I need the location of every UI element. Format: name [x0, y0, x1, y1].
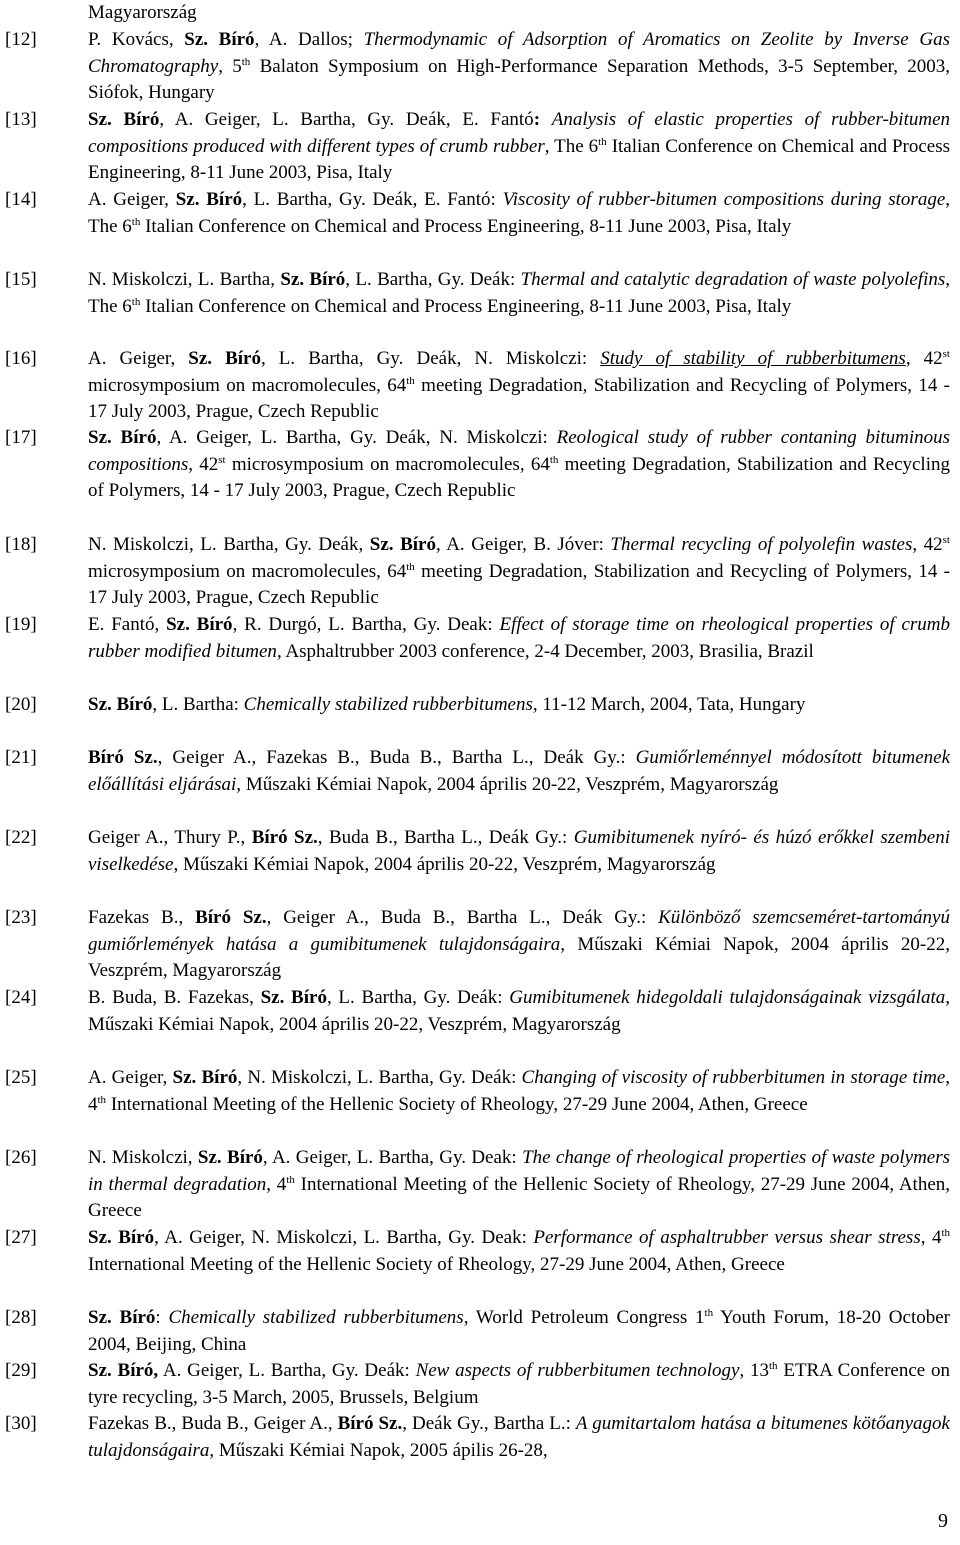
reference-text — [88, 1065, 950, 1118]
reference-text — [88, 905, 950, 985]
reference-segment: , Műszaki Kémiai Napok, 2005 ápilis 26-28, — [209, 1439, 548, 1461]
reference-segment: , Geiger A., Buda B., Bartha L., Deák Gy.: — [266, 907, 659, 928]
reference-number: [21] — [5, 747, 37, 768]
reference-number: [24] — [5, 987, 37, 1008]
reference-title: Különböző szemcseméret-tartományú gumiőrlemények hatása a gumibitumenek tulajdonságaira — [88, 907, 950, 955]
reference-text — [88, 346, 950, 426]
author-highlight: Sz. Bíró — [369, 534, 436, 555]
ordinal-superscript: th — [769, 1360, 778, 1372]
reference-number: [19] — [5, 614, 37, 635]
reference-segment: , Geiger A., Fazekas B., Buda B., Bartha L., Deák Gy.: — [157, 747, 636, 768]
reference-title: Analysis of elastic properties of rubber-bitumen compositions produced with different types of crumb rubber — [88, 109, 950, 157]
ordinal-superscript: th — [549, 453, 559, 466]
reference-segment: , L. Bartha: — [152, 694, 244, 715]
reference-segment: N. Miskolczi, L. Bartha, — [88, 269, 281, 290]
reference-title: Effect of storage time on rheological properties of crumb rubber modified bitumen — [88, 614, 951, 662]
reference-title: The change of rheological properties of waste polymers in thermal degradation — [88, 1147, 951, 1195]
reference-number: [13] — [5, 109, 37, 130]
reference-segment: , A. Geiger, L. Bartha, Gy. Deák, N. Miskolczi: — [156, 427, 557, 448]
reference-segment: Italian Conference on Chemical and Process Engineering, 8-11 June 2003, Pisa, Italy — [140, 295, 792, 317]
reference-text — [88, 187, 950, 240]
reference-segment: , Deák Gy., Bartha L.: — [402, 1413, 576, 1434]
reference-number: [29] — [5, 1360, 37, 1381]
reference-number: [28] — [5, 1307, 37, 1328]
reference-segment: , A. Dallos; — [254, 29, 364, 50]
reference-segment: International Meeting of the Hellenic Society of Rheology, 27-29 June 2004, Athen, Greece — [106, 1093, 808, 1115]
reference-number: [12] — [5, 29, 37, 50]
reference-text — [88, 692, 950, 719]
reference-title: Gumiőrleménnyel módosított bitumenek előállítási eljárásai, — [88, 747, 950, 795]
reference-segment: International Meeting of the Hellenic Society of Rheology, 27-29 June 2004, Athen, Greece — [88, 1253, 785, 1275]
author-highlight: Sz. Bíró — [88, 1307, 156, 1328]
reference-text — [88, 425, 950, 505]
reference-segment: meeting Degradation, Stabilization and Recycling of Polymers, 14 - 17 July 2003, Prague, Czech Republic — [88, 453, 950, 502]
reference-segment: ETRA Conference on tyre recycling, 3-5 March, 2005, Brussels, Belgium — [88, 1360, 951, 1408]
reference-title: New aspects of rubberbitumen technology — [415, 1360, 740, 1381]
reference-title: Viscosity of rubber-bitumen compositions during storage — [502, 189, 946, 210]
author-highlight: Sz. Bíró — [260, 987, 327, 1008]
reference-number: [15] — [5, 269, 37, 290]
reference-segment: , Műszaki Kémiai Napok, 2004 április 20-22, Veszprém, Magyarország — [173, 853, 716, 875]
ordinal-superscript: th — [131, 295, 141, 308]
reference-segment: A. Geiger, — [88, 348, 189, 369]
reference-text — [88, 532, 950, 612]
ordinal-superscript: st — [942, 348, 950, 360]
reference-segment: E. Fantó, — [88, 614, 167, 635]
author-highlight: Sz. Bíró — [175, 189, 243, 210]
reference-segment: microsymposium on macromolecules, 64 — [88, 560, 407, 582]
continuation-line: Magyarország — [88, 2, 197, 23]
author-highlight: Sz. Bíró — [88, 1227, 155, 1248]
reference-segment: meeting Degradation, Stabilization and Recycling of Polymers, 14 - 17 July 2003, Prague, Czech Republic — [88, 374, 950, 423]
reference-title: Performance of asphaltrubber versus shear stress — [533, 1227, 921, 1248]
ordinal-superscript: st — [218, 453, 226, 466]
reference-segment: , 42 — [188, 453, 219, 475]
reference-segment: Műszaki Kémiai Napok, 2004 április 20-22, Veszprém, Magyarország — [88, 1013, 621, 1035]
reference-text — [88, 27, 950, 107]
reference-segment: Italian Conference on Chemical and Process Engineering, 8-11 June 2003, Pisa, Italy — [140, 215, 792, 237]
reference-text — [88, 825, 950, 878]
reference-segment: , 4 — [266, 1173, 287, 1195]
reference-segment: , A. Geiger, N. Miskolczi, L. Bartha, Gy. Deak: — [154, 1227, 534, 1248]
reference-title: Thermal and catalytic degradation of waste polyolefins — [520, 269, 946, 290]
reference-segment: , 4 — [920, 1227, 942, 1248]
reference-segment: P. Kovács, — [88, 29, 185, 50]
reference-title: A gumitartalom hatása a bitumenes kötőanyagok tulajdonságaira — [88, 1413, 950, 1461]
author-highlight: Bíró Sz. — [195, 907, 267, 928]
reference-segment: Balaton Symposium on High-Performance Separation Methods, 3-5 September, 2003, Siófok, Hungary — [88, 55, 950, 104]
reference-segment: , 42 — [905, 348, 943, 369]
ordinal-superscript: th — [406, 374, 415, 387]
reference-number: [14] — [5, 189, 37, 210]
reference-text — [88, 1411, 950, 1464]
reference-segment — [540, 109, 552, 130]
reference-text — [88, 1305, 950, 1358]
reference-text — [88, 1358, 950, 1411]
ordinal-superscript: th — [406, 560, 415, 573]
reference-segment: , 13 — [739, 1360, 769, 1381]
reference-text — [88, 745, 950, 798]
reference-number: [16] — [5, 348, 37, 369]
reference-segment: , 4 — [88, 1067, 950, 1115]
reference-title: Gumibitumenek hidegoldali tulajdonságainak vizsgálata, — [509, 987, 951, 1008]
reference-segment: , L. Bartha, Gy. Deák: — [345, 269, 521, 290]
author-highlight: Sz. Bíró, — [88, 1360, 159, 1381]
reference-number: [23] — [5, 907, 37, 928]
reference-segment: Youth Forum, 18-20 October 2004, Beijing, China — [88, 1307, 951, 1355]
reference-text — [88, 612, 950, 665]
reference-title: Thermal recycling of polyolefin wastes — [610, 534, 913, 555]
page-number: 9 — [938, 1510, 948, 1532]
author-highlight: Bíró Sz. — [251, 827, 318, 848]
reference-segment: , 5 — [218, 55, 242, 77]
author-highlight: Sz. Bíró — [88, 694, 153, 715]
reference-title: Changing of viscosity of rubberbitumen in storage time — [521, 1067, 946, 1088]
reference-number: [27] — [5, 1227, 37, 1248]
reference-segment: , L. Bartha, Gy. Deák: — [326, 987, 510, 1008]
ordinal-superscript: th — [97, 1093, 107, 1106]
reference-segment: , 11-12 March, 2004, Tata, Hungary — [532, 694, 806, 715]
author-highlight: : — [533, 109, 541, 130]
reference-segment: , A. Geiger, L. Bartha, Gy. Deák, E. Fantó — [159, 109, 534, 130]
reference-number: [22] — [5, 827, 37, 848]
ordinal-superscript: th — [286, 1173, 295, 1186]
reference-segment: N. Miskolczi, — [88, 1147, 198, 1168]
reference-number: [17] — [5, 427, 37, 448]
reference-text — [88, 107, 950, 187]
reference-segment: Fazekas B., — [88, 907, 196, 928]
reference-segment: , L. Bartha, Gy. Deák, E. Fantó: — [242, 189, 503, 210]
reference-segment: , A. Geiger, L. Bartha, Gy. Deak: — [262, 1147, 523, 1168]
reference-segment: , Műszaki Kémiai Napok, 2004 április 20-22, Veszprém, Magyarország — [88, 933, 950, 982]
reference-title: Chemically stabilized rubberbitumens — [243, 694, 533, 715]
ordinal-superscript: th — [131, 215, 141, 228]
reference-segment: , Buda B., Bartha L., Deák Gy.: — [317, 827, 574, 848]
reference-title: Study of stability of rubberbitumens — [600, 348, 906, 369]
reference-segment: , R. Durgó, L. Bartha, Gy. Deak: — [232, 614, 500, 635]
ordinal-superscript: th — [241, 55, 251, 68]
reference-segment: , The 6 — [88, 269, 950, 317]
author-highlight: Bíró Sz. — [337, 1413, 403, 1434]
reference-segment: : — [155, 1307, 169, 1328]
author-highlight: Sz. Bíró — [172, 1067, 238, 1088]
reference-segment: , 42 — [912, 534, 943, 555]
reference-segment: B. Buda, B. Fazekas, — [88, 987, 261, 1008]
author-highlight: Sz. Bíró — [197, 1147, 263, 1168]
reference-segment: Italian Conference on Chemical and Process Engineering, 8-11 June 2003, Pisa, Italy — [88, 135, 950, 184]
reference-text — [88, 267, 950, 320]
reference-text — [88, 1145, 950, 1225]
reference-title: Reological study of rubber contaning bituminous compositions — [88, 427, 951, 475]
author-highlight: Bíró Sz. — [88, 747, 158, 768]
reference-segment: , N. Miskolczi, L. Bartha, Gy. Deák: — [237, 1067, 522, 1088]
reference-segment: , L. Bartha, Gy. Deák, N. Miskolczi: — [260, 348, 601, 369]
reference-number: [30] — [5, 1413, 37, 1434]
ordinal-superscript: th — [704, 1307, 714, 1319]
ordinal-superscript: th — [598, 135, 607, 148]
reference-title: Gumibitumenek nyíró- és húzó erőkkel szembeni viselkedése — [88, 827, 950, 875]
ordinal-superscript: th — [941, 1227, 951, 1239]
reference-segment: , The 6 — [88, 189, 951, 237]
reference-segment: N. Miskolczi, L. Bartha, Gy. Deák, — [88, 534, 370, 555]
reference-segment: Műszaki Kémiai Napok, 2004 április 20-22, Veszprém, Magyarország — [241, 773, 779, 795]
author-highlight: Sz. Bíró — [184, 29, 255, 50]
reference-title: Chemically stabilized rubberbitumens — [168, 1307, 464, 1328]
reference-segment: , The 6 — [544, 135, 599, 157]
reference-title: Thermodynamic of Adsorption of Aromatics on Zeolite by Inverse Gas Chromatography — [88, 29, 950, 77]
author-highlight: Sz. Bíró — [88, 109, 160, 130]
reference-number: [20] — [5, 694, 37, 715]
ordinal-superscript: st — [942, 534, 950, 546]
author-highlight: Sz. Bíró — [166, 614, 233, 635]
reference-segment: Geiger A., Thury P., — [88, 827, 252, 848]
reference-text — [88, 1225, 950, 1278]
reference-number: [18] — [5, 534, 37, 555]
reference-segment: Fazekas B., Buda B., Geiger A., — [88, 1413, 338, 1434]
reference-text — [88, 985, 950, 1038]
reference-segment: microsymposium on macromolecules, 64 — [225, 453, 550, 475]
reference-segment: , A. Geiger, B. Jóver: — [435, 534, 611, 555]
author-highlight: Sz. Bíró — [188, 348, 261, 369]
reference-segment: , World Petroleum Congress 1 — [463, 1307, 705, 1328]
reference-segment: microsymposium on macromolecules, 64 — [88, 374, 407, 396]
author-highlight: Sz. Bíró — [88, 427, 157, 448]
reference-segment: A. Geiger, — [88, 1067, 173, 1088]
reference-number: [25] — [5, 1067, 37, 1088]
reference-number: [26] — [5, 1147, 37, 1168]
reference-segment: A. Geiger, — [88, 189, 176, 210]
author-highlight: Sz. Bíró — [280, 269, 346, 290]
reference-segment: meeting Degradation, Stabilization and Recycling of Polymers, 14 - 17 July 2003, Prague, Czech Republic — [88, 560, 950, 609]
reference-segment: , Asphaltrubber 2003 conference, 2-4 December, 2003, Brasilia, Brazil — [276, 640, 814, 662]
reference-segment: International Meeting of the Hellenic Society of Rheology, 27-29 June 2004, Athen, Greece — [88, 1173, 951, 1222]
reference-segment: A. Geiger, L. Bartha, Gy. Deák: — [158, 1360, 416, 1381]
